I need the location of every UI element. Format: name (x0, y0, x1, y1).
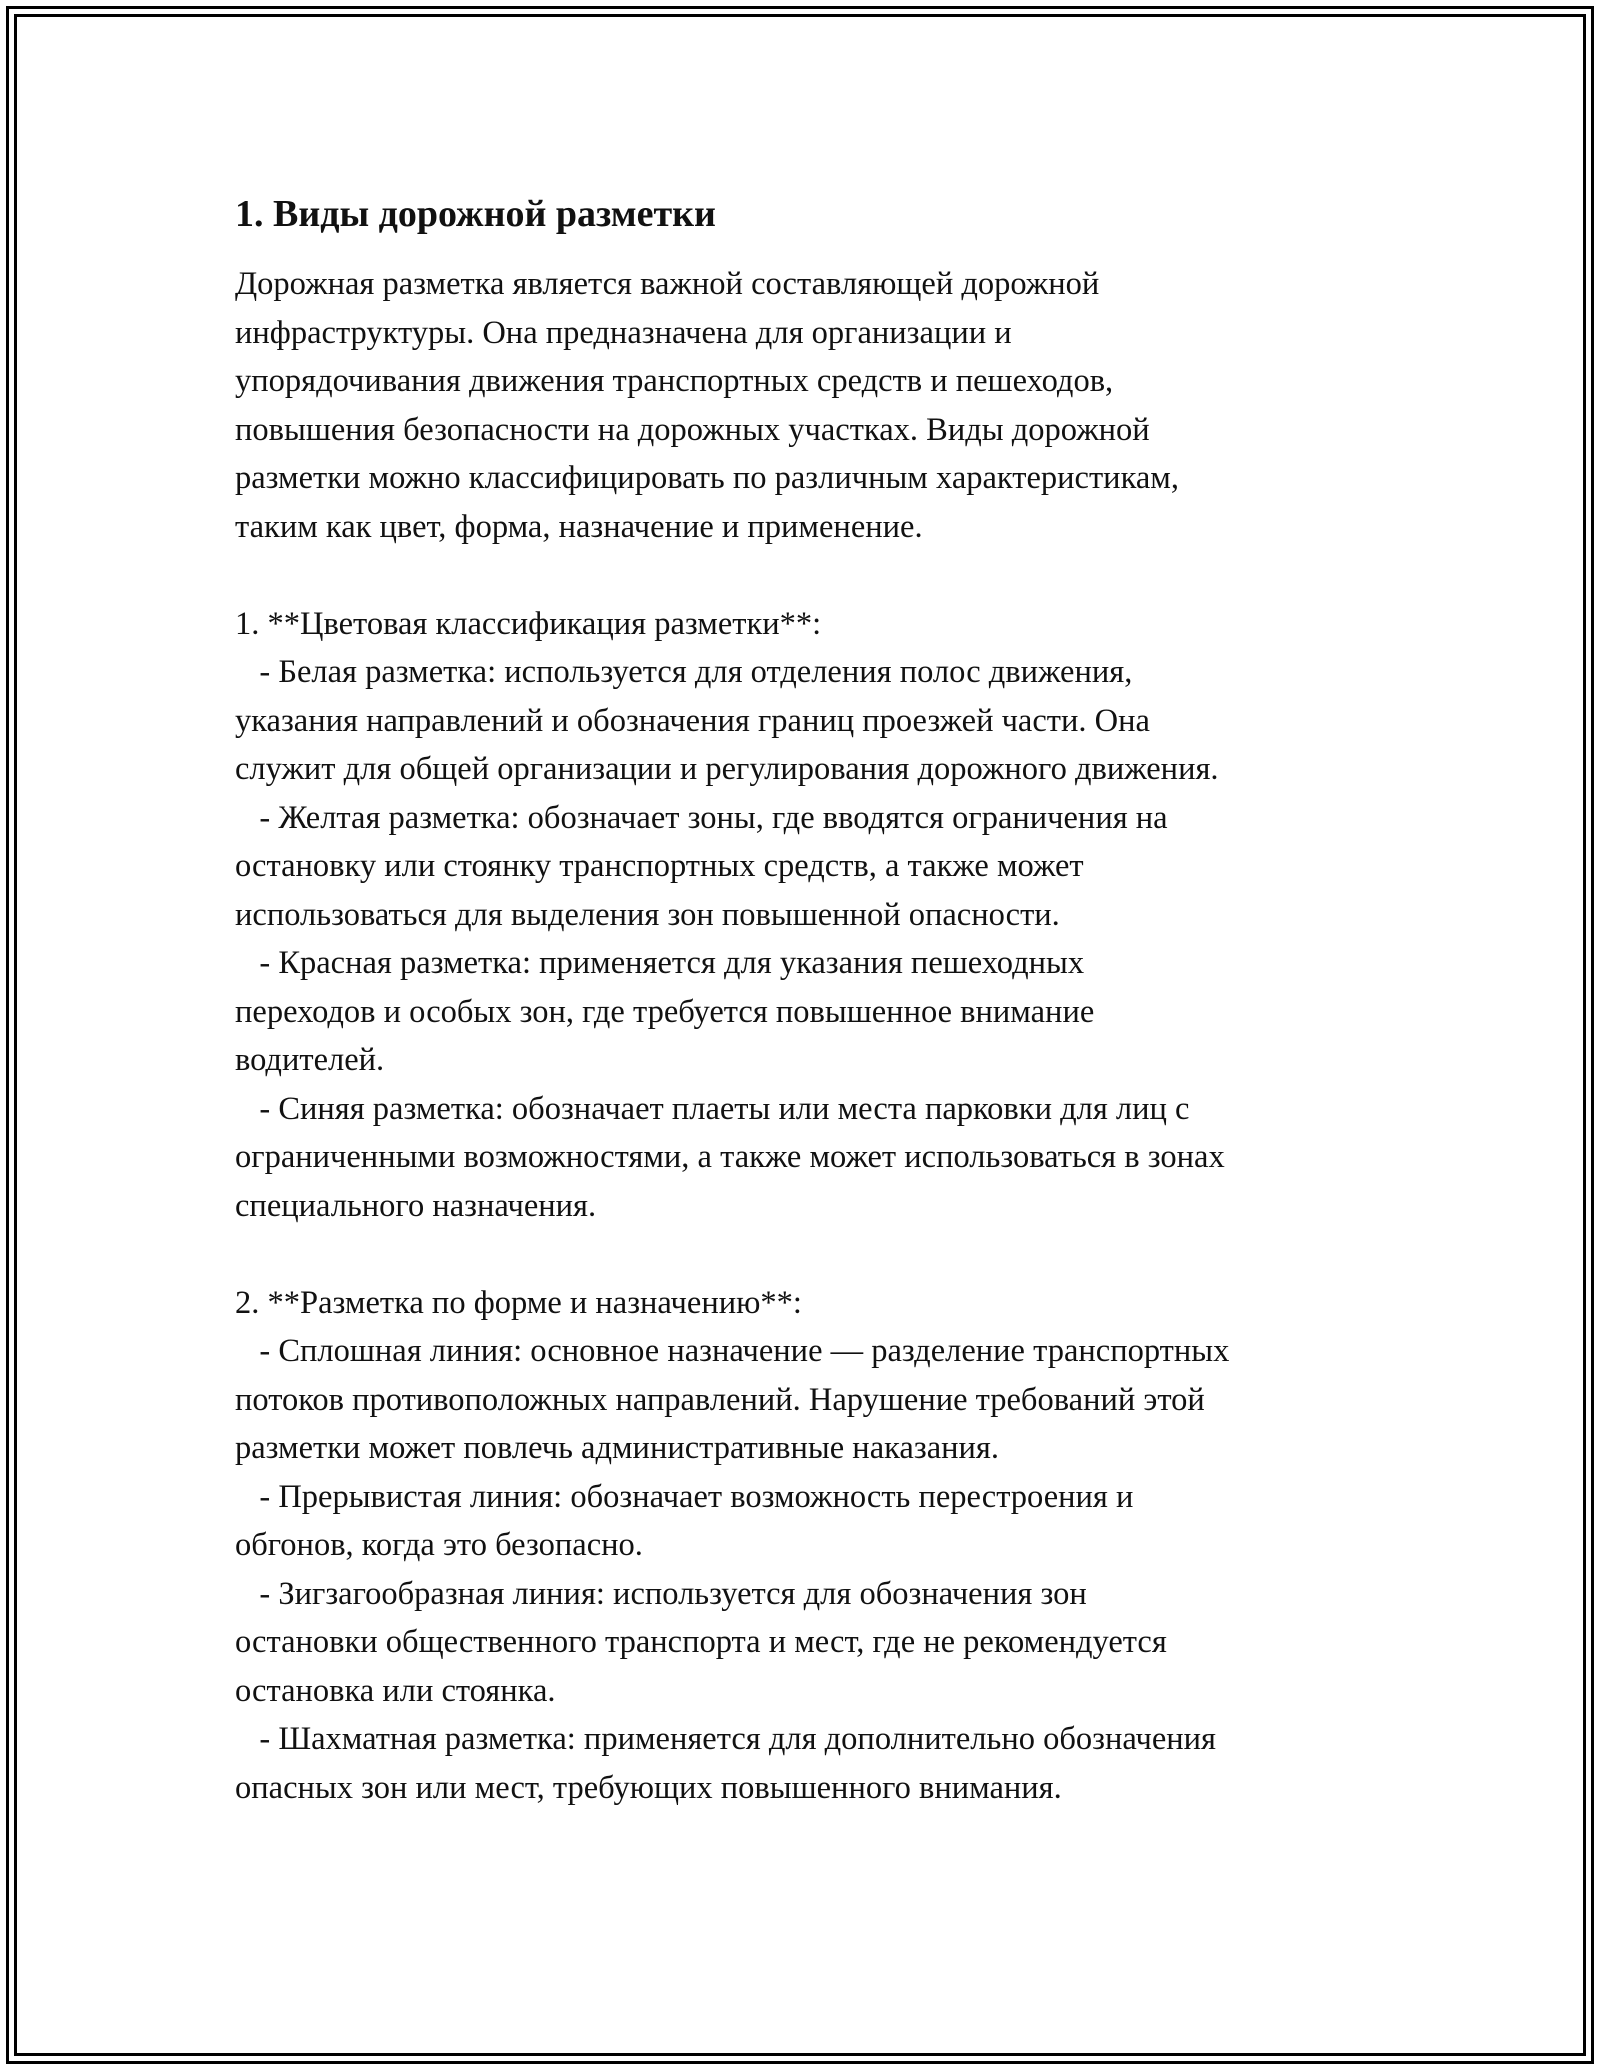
section-heading: 1. Виды дорожной разметки (235, 193, 716, 235)
section-body-text: Дорожная разметка является важной составляющей дорожной инфраструктуры. Она предназначена для организации и упорядочивания движения транспортных средств и пешеходов, повышения безопасности на дорожных участках. Виды дорожной разметки можно классифицировать по различным характеристикам, таким как цвет, форма, назначение и применение. 1. **Цветовая классификация разметки**: - Белая разметка: используется для отделения полос движения, указания направлений и обозначения границ проезжей части. Она служит для общей организации и регулирования дорожного движения. - Желтая разметка: обозначает зоны, где вводятся ограничения на остановку или стоянку транспортных средств, а также может использоваться для выделения зон повышенной опасности. - Красная разметка: применяется для указания пешеходных переходов и особых зон, где требуется повышенное внимание водителей. - Синяя разметка: обозначает плаеты или места парковки для лиц с ограниченными возможностями, а также может использоваться в зонах специального назначения. 2. **Разметка по форме и назначению**: - Сплошная линия: основное назначение — разделение транспортных потоков противоположных направлений. Нарушение требований этой разметки может повлечь административные наказания. - Прерывистая линия: обозначает возможность перестроения и обгонов, когда это безопасно. - Зигзагообразная линия: используется для обозначения зон остановки общественного транспорта и мест, где не рекомендуется остановка или стоянка. - Шахматная разметка: применяется для дополнительно обозначения опасных зон или мест, требующих повышенного внимания. (235, 266, 1230, 1806)
document-content (235, 182, 1385, 1812)
